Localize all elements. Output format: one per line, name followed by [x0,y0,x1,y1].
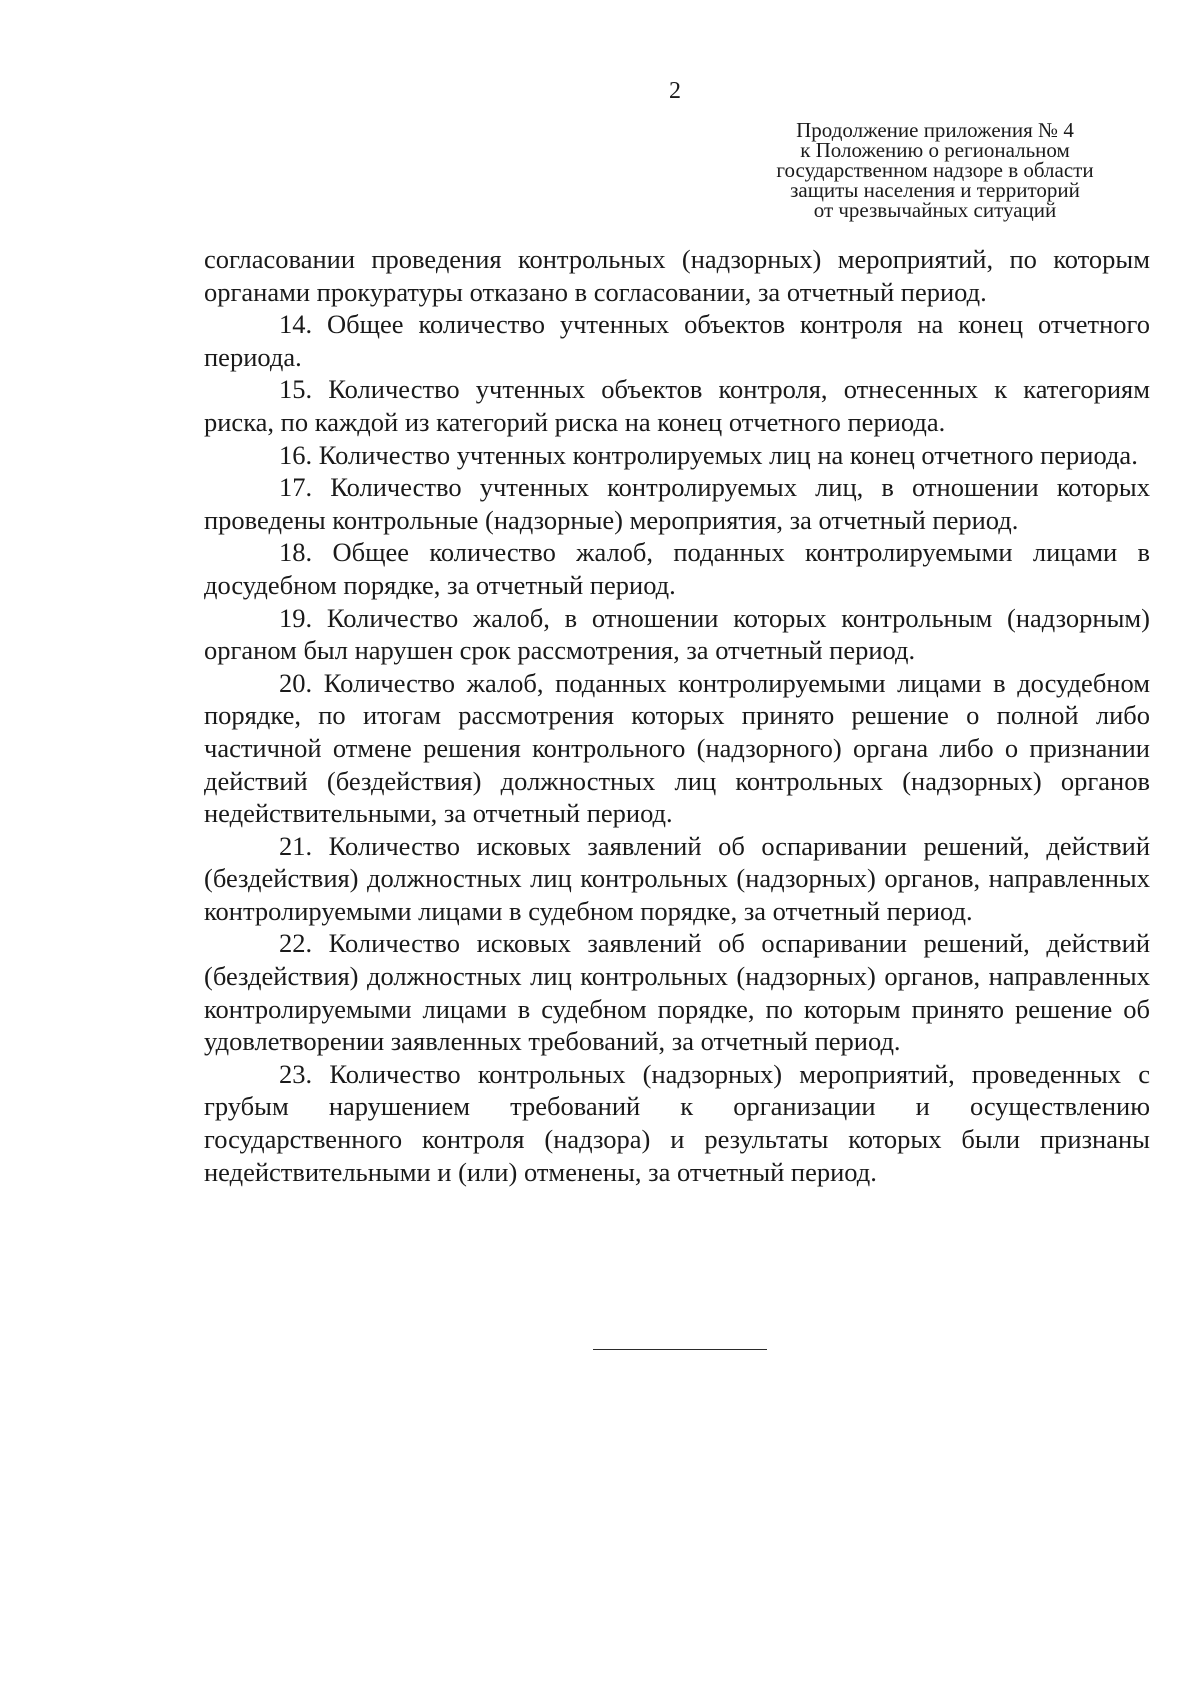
document-body [204,243,1150,1188]
list-item: 20. Количество жалоб, поданных контролируемыми лицами в досудебном порядке, по итогам рассмотрения которых принято решение о полной либо частичной отмене решения контрольного (надзорного) органа либо о признании действий (бездействия) должностных лиц контрольных (надзорных) органов недействительными, за отчетный период. [204,667,1150,829]
appendix-header [735,120,1135,220]
list-item: 15. Количество учтенных объектов контроля, отнесенных к категориям риска, по каждой из категорий риска на конец отчетного периода. [204,374,1150,437]
list-item: 17. Количество учтенных контролируемых лиц, в отношении которых проведены контрольные (надзорные) мероприятия, за отчетный период. [204,472,1150,535]
list-item: 14. Общее количество учтенных объектов контроля на конец отчетного периода. [204,309,1150,372]
lead-paragraph: согласовании проведения контрольных (надзорных) мероприятий, по которым органами прокуратуры отказано в согласовании, за отчетный период. [204,244,1150,307]
appendix-header-line: от чрезвычайных ситуаций [813,198,1057,222]
appendix-header-line: защиты населения и территорий [790,178,1080,202]
appendix-header-line: Продолжение приложения № 4 [796,118,1074,142]
appendix-header-line: государственном надзоре в области [776,158,1094,182]
list-item: 21. Количество исковых заявлений об оспаривании решений, действий (бездействия) должностных лиц контрольных (надзорных) органов, направленных контролируемыми лицами в судебном порядке, за отчетный период. [204,830,1150,926]
end-separator-line [593,1349,767,1350]
list-item: 19. Количество жалоб, в отношении которых контрольным (надзорным) органом был нарушен срок рассмотрения, за отчетный период. [204,602,1150,666]
list-item: 23. Количество контрольных (надзорных) мероприятий, проведенных с грубым нарушением требований к организации и осуществлению государственного контроля (надзора) и результаты которых были признаны недействительными и (или) отменены, за отчетный период. [204,1058,1150,1187]
appendix-header-line: к Положению о региональном [800,138,1070,162]
list-item: 16. Количество учтенных контролируемых лиц на конец отчетного периода. [279,439,1138,470]
list-item: 18. Общее количество жалоб, поданных контролируемыми лицами в досудебном порядке, за отчетный период. [204,537,1150,600]
list-item: 22. Количество исковых заявлений об оспаривании решений, действий (бездействия) должностных лиц контрольных (надзорных) органов, направленных контролируемыми лицами в судебном порядке, по которым принято решение об удовлетворении заявленных требований, за отчетный период. [204,928,1150,1057]
page-number: 2 [669,78,681,104]
